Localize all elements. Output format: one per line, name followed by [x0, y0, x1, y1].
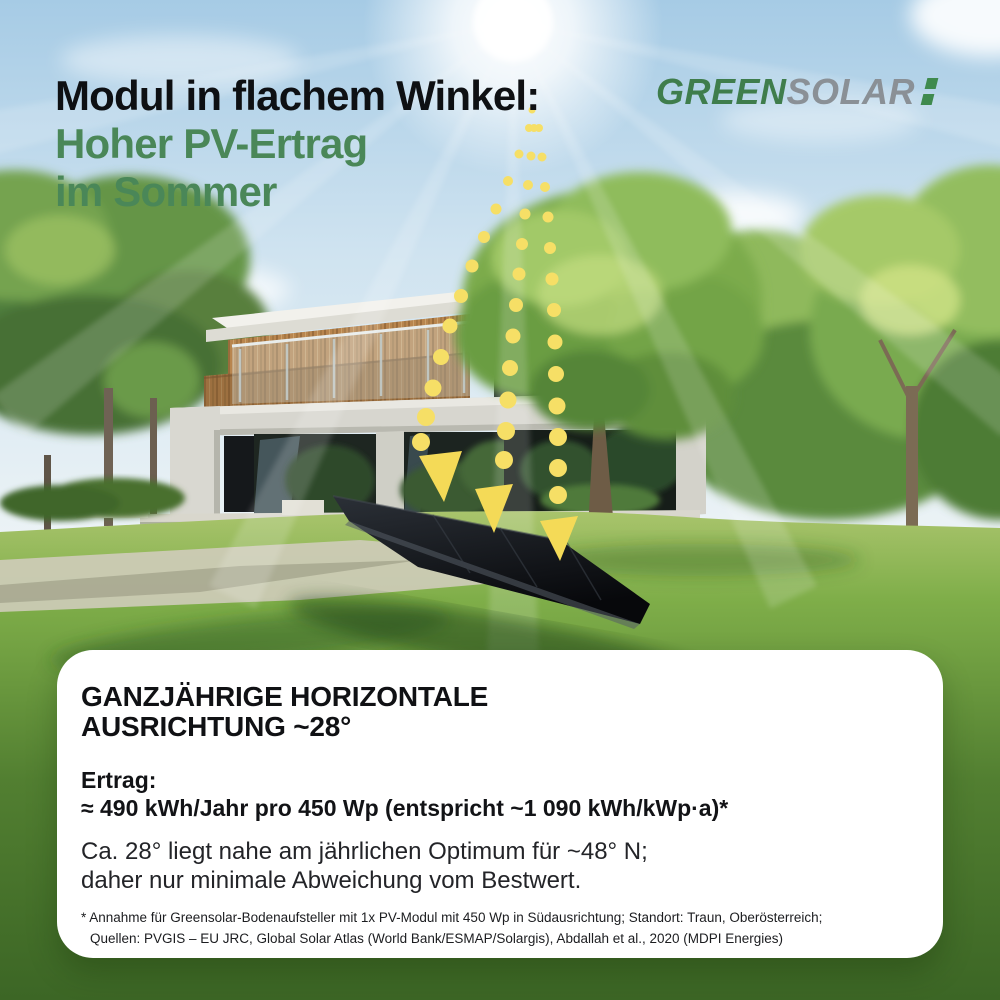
- yield-block: [81, 766, 907, 822]
- dark-door: [224, 436, 254, 512]
- yield-label: Ertrag:: [81, 767, 157, 793]
- logo-text-gray: SOLAR: [786, 71, 916, 112]
- greensolar-logo: [656, 71, 935, 112]
- body-text: [81, 837, 907, 895]
- middle-column: [376, 431, 404, 514]
- logo-text-green: GREEN: [656, 71, 787, 112]
- body-line-2: daher nur minimale Abweichung vom Bestwert.: [81, 867, 582, 894]
- card-heading-line-2: AUSRICHTUNG ~28°: [81, 711, 352, 742]
- yield-value: ≈ 490 kWh/Jahr pro 450 Wp (entspricht ~1 090 kWh/kWp·a)*: [81, 795, 729, 821]
- headline: [55, 72, 539, 216]
- card-heading-line-1: GANZJÄHRIGE HORIZONTALE: [81, 681, 489, 712]
- headline-line-2: Hoher PV-Ertrag: [55, 120, 368, 167]
- body-line-1: Ca. 28° liegt nahe am jährlichen Optimum für ~48° N;: [81, 838, 648, 865]
- footnote-line-2: Quellen: PVGIS – EU JRC, Global Solar Atlas (World Bank/ESMAP/Solargis), Abdallah et al., 2020 (MDPI Energies): [90, 931, 784, 946]
- headline-line-1: Modul in flachem Winkel:: [55, 72, 540, 119]
- footnote-line-1: * Annahme für Greensolar-Bodenaufsteller mit 1x PV-Modul mit 450 Wp in Südausrichtung; Standort: Traun, Oberösterreich;: [81, 910, 823, 925]
- card-heading: [81, 682, 907, 742]
- footnote: [81, 907, 907, 949]
- headline-line-3: im Sommer: [55, 168, 277, 215]
- info-card: [57, 650, 943, 958]
